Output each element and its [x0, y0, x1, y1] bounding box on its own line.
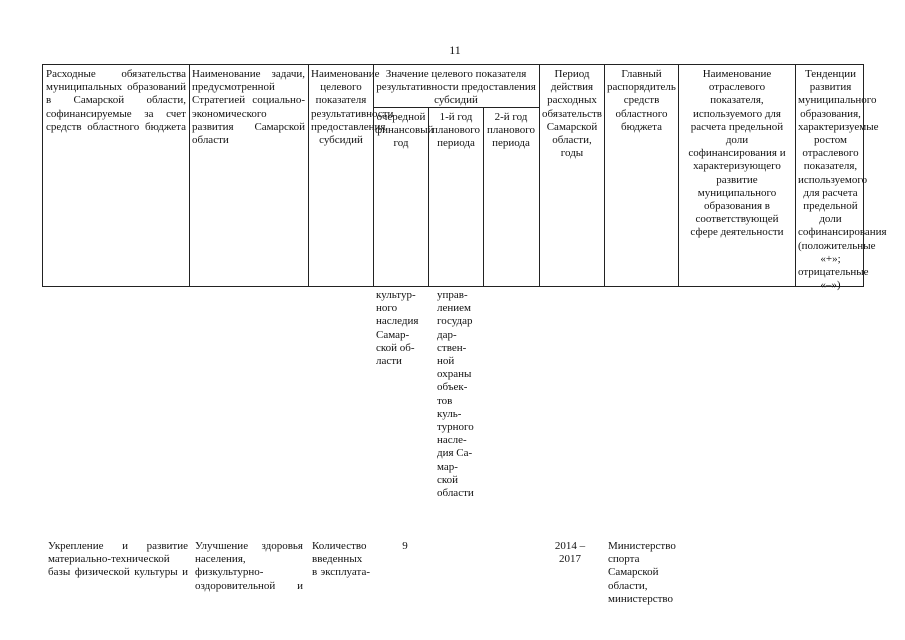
text-line: куль-: [437, 407, 462, 420]
text-line: управ-: [437, 289, 468, 301]
header-task: Наименование задачи, предусмотренной Стратегией социально-экономического развития Самарской области: [192, 68, 305, 147]
header-period: Период действия расходных обязательств Самарской области, годы: [542, 68, 602, 160]
text-line: ной: [437, 355, 455, 368]
text-line: ного: [376, 302, 398, 315]
text-line: объек-: [437, 381, 468, 394]
text-line: лением: [437, 302, 471, 315]
text-line: ласти: [376, 355, 402, 368]
text-line: наследия: [376, 315, 419, 328]
row-period: 2014 – 2017: [554, 540, 586, 566]
text-line: культур-: [376, 289, 416, 301]
header-indicator-value: Значение целевого показателя результативности предоставления субсидий: [376, 68, 536, 107]
text-line: турного: [437, 421, 474, 434]
text-line: государ: [437, 315, 473, 328]
row-indicator-name: Количество введенных в эксплуата-: [312, 540, 370, 579]
header-sector-indicator: Наименование отраслевого показателя, используемого для расчета предельной доли софинансирования и характеризующего развитие муниципального образования в соответствующей сфере деятельности: [688, 68, 786, 239]
row-obligation: Укрепление и развитие материально-технической базы физической культуры и: [48, 540, 188, 579]
continuation-col4a: [376, 289, 428, 368]
col-divider: [678, 65, 679, 287]
header-main-administrator: Главный распорядитель средств областного бюджета: [607, 68, 676, 133]
col-divider: [308, 65, 309, 287]
text-line: охраны: [437, 368, 472, 381]
continuation-col4b: [437, 289, 489, 500]
header-indicator-name: Наименование целевого показателя результативности предоставления субсидий: [311, 68, 394, 147]
row-task: Улучшение здоровья населения, физкультурно-оздоровительной и: [195, 540, 303, 592]
col-divider: [539, 65, 540, 287]
text-line: дар-: [437, 328, 457, 341]
text-line: Самар-: [376, 328, 410, 341]
col-divider: [373, 65, 374, 287]
header-plan-year-1: 1-й год планового периода: [431, 111, 480, 150]
header-trends: Тенденции развития муниципального образования, характеризуемые ростом отраслевого показателя, используемого для расчета предельной доли софинансирования (положительные «+»; отрицательные «–»): [798, 68, 887, 292]
page-number: 11: [449, 43, 461, 57]
row-current-year-value: 9: [402, 540, 408, 552]
text-line: области: [437, 487, 474, 500]
header-obligations: Расходные обязательства муниципальных образований в Самарской области, софинансируемые за счет средств областного бюджета: [46, 68, 186, 133]
text-line: ской: [437, 473, 459, 486]
text-line: дия Са-: [437, 447, 473, 460]
col-divider: [189, 65, 190, 287]
col-divider: [795, 65, 796, 287]
text-line: мар-: [437, 460, 458, 473]
row-main-administrator: Министерство спорта Самарской области, министерство: [608, 540, 676, 605]
text-line: ствен-: [437, 341, 467, 354]
col-divider: [483, 107, 484, 287]
text-line: тов: [437, 394, 453, 407]
text-line: ской об-: [376, 341, 415, 354]
header-current-year: очередной финансовый год: [375, 111, 434, 150]
table-header: [42, 64, 887, 292]
col-divider: [604, 65, 605, 287]
text-line: насле-: [437, 434, 467, 447]
header-plan-year-2: 2-й год планового периода: [486, 111, 535, 150]
